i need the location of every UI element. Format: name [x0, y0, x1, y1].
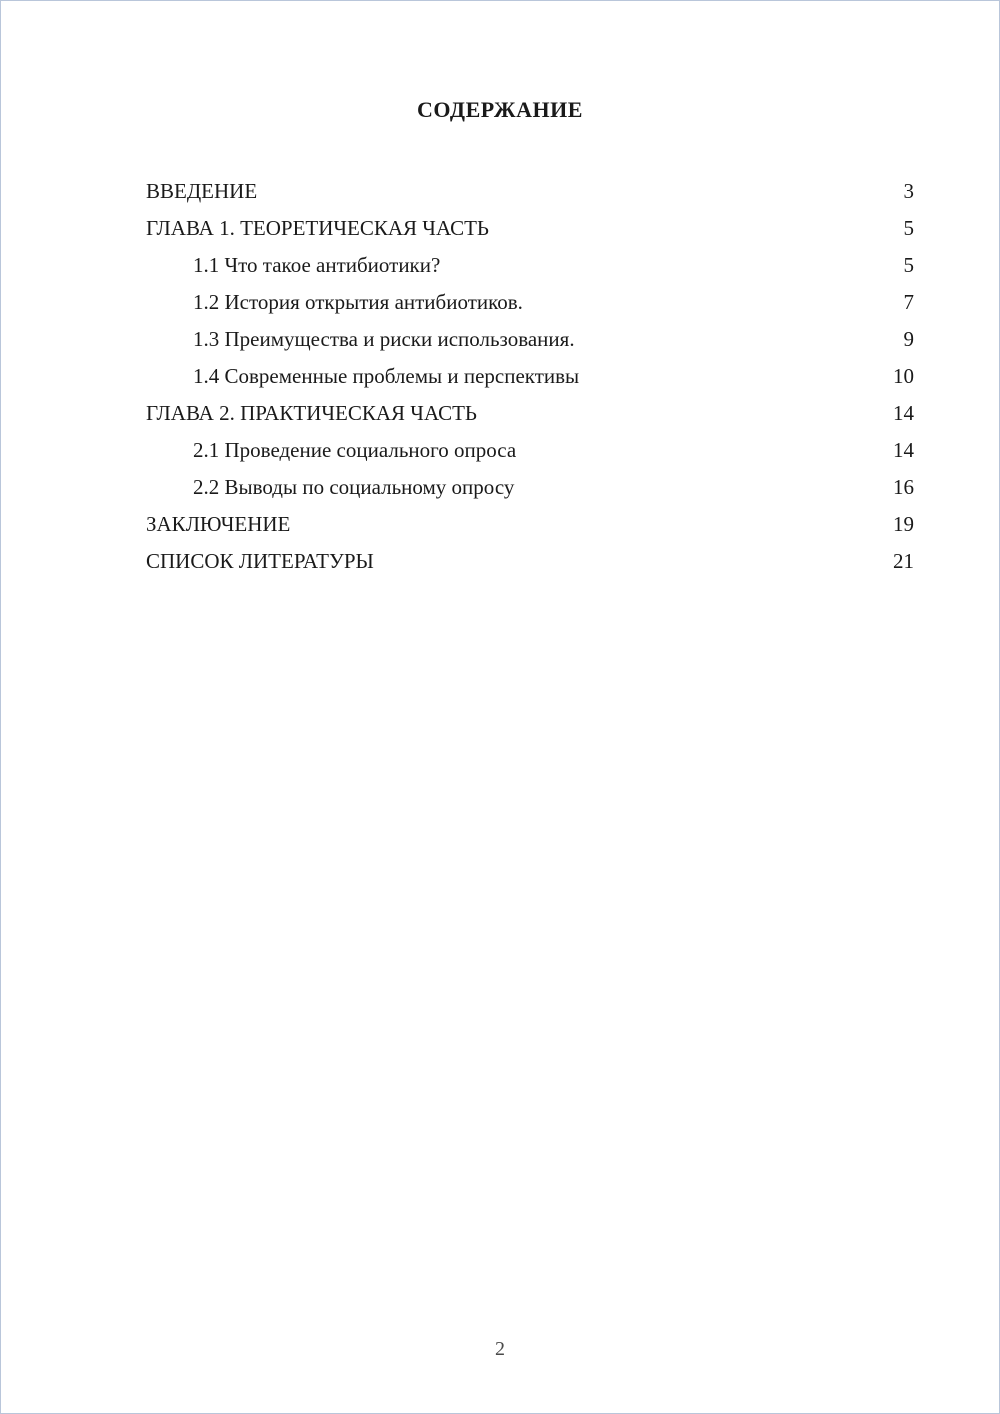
- toc-entry-page: 16: [893, 475, 914, 499]
- toc-entry-page: 21: [893, 549, 914, 573]
- toc-entry-page: 14: [893, 401, 914, 425]
- toc-entry: [146, 210, 914, 247]
- toc-entry-label: 1.3 Преимущества и риски использования.: [193, 327, 575, 351]
- toc-entry: [146, 284, 914, 321]
- toc-entry-page: 19: [893, 512, 914, 536]
- toc-entry: [146, 543, 914, 580]
- toc-entry: [146, 173, 914, 210]
- toc-entry-page: 3: [903, 179, 914, 203]
- table-of-contents: [146, 173, 914, 580]
- toc-entry-label: ВВЕДЕНИЕ: [146, 179, 258, 203]
- toc-entry: [146, 247, 914, 284]
- toc-entry-label: 1.1 Что такое антибиотики?: [193, 253, 441, 277]
- page-title: СОДЕРЖАНИЕ: [417, 97, 583, 122]
- toc-entry-page: 5: [903, 253, 914, 277]
- toc-entry-label: 1.2 История открытия антибиотиков.: [193, 290, 523, 314]
- toc-entry: [146, 358, 914, 395]
- toc-entry: [146, 395, 914, 432]
- page-number: 2: [495, 1338, 505, 1360]
- toc-entry-page: 10: [893, 364, 914, 388]
- toc-entry: [146, 321, 914, 358]
- toc-entry-label: ГЛАВА 2. ПРАКТИЧЕСКАЯ ЧАСТЬ: [146, 401, 477, 425]
- toc-entry-label: 2.1 Проведение социального опроса: [193, 438, 517, 462]
- toc-entry-label: 2.2 Выводы по социальному опросу: [193, 475, 515, 499]
- toc-entry-label: ГЛАВА 1. ТЕОРЕТИЧЕСКАЯ ЧАСТЬ: [146, 216, 489, 240]
- toc-entry-label: СПИСОК ЛИТЕРАТУРЫ: [146, 549, 374, 573]
- toc-entry-page: 7: [903, 290, 914, 314]
- toc-entry-page: 14: [893, 438, 914, 462]
- toc-entry-label: 1.4 Современные проблемы и перспективы: [193, 364, 580, 388]
- toc-entry: [146, 506, 914, 543]
- toc-entry: [146, 432, 914, 469]
- toc-entry: [146, 469, 914, 506]
- toc-entry-page: 5: [903, 216, 914, 240]
- toc-entry-label: ЗАКЛЮЧЕНИЕ: [146, 512, 291, 536]
- toc-entry-page: 9: [903, 327, 914, 351]
